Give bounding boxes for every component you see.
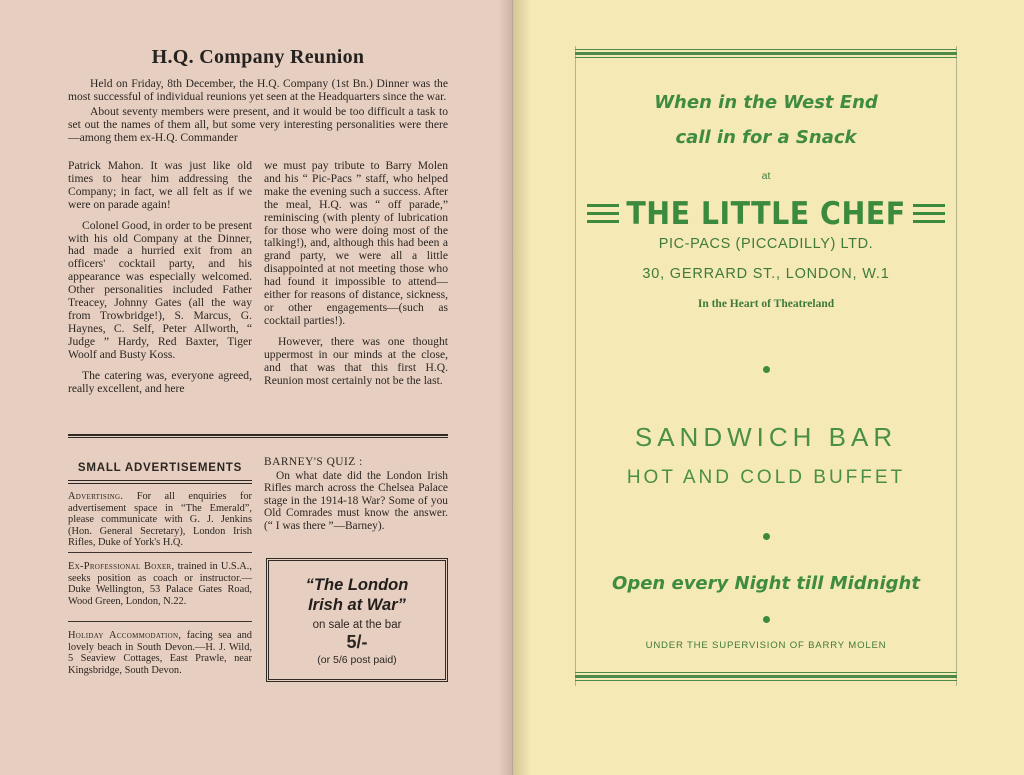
- small-ad-boxer: [68, 561, 252, 607]
- small-ads-heading-rule: [68, 480, 252, 484]
- article-paragraph: Colonel Good, in order to be present with his old Company at the Dinner, had made a hurried exit from an officers' cocktail party, and his appearance was especially welcomed. Other personalities included Father Treacey, Johnny Gates (all the way from Trowbridge!), S. Marcus, G. Haynes, C. Self, Peter Allworth, “ Judge ” Hardy, Red Baxter, Tiger Woolf and Busty Koss.: [68, 218, 252, 361]
- ad-divider: [68, 621, 252, 622]
- opening-hours: Open every Night till Midnight: [612, 573, 920, 594]
- small-ad-text: For all enquiries for advertisement space in “The Emerald”, please communicate with G. J. Jenkins (Hon. General Secretary), London Irish Rifles, Duke of York's H.Q.: [68, 491, 252, 549]
- book-title-line1: “The London: [305, 576, 409, 594]
- quiz-body: On what date did the London Irish Rifles march across the Chelsea Palace stage in the 1914-18 War? Some of you Old Comrades must know the answer. (“ I was there ”—Barney).: [264, 469, 448, 532]
- article-paragraph: we must pay tribute to Barry Molen and his “ Pic-Pacs ” staff, who helped make the evening such a success. After the meal, H.Q. was “ off parade,” reminiscing (with plenty of lubrication for those who were doing most of the talking!), and, although this had been a grand party, we were all a little disappointed at not meeting those who had found it impossible to attend—either for reasons of distance, sickness, or other engagements—(such as cocktail parties!).: [264, 159, 448, 327]
- article-column-left: [68, 160, 252, 403]
- small-ad-holiday: [68, 630, 252, 676]
- supervision-text: UNDER THE SUPERVISION OF BARRY MOLEN: [645, 640, 887, 651]
- sandwich-bar-text: SANDWICH BAR: [634, 422, 898, 452]
- right-page: [513, 0, 1024, 775]
- article-paragraph: However, there was one thought uppermost in our minds at the close, and that was that this first H.Q. Reunion most certainly not be the last.: [264, 334, 448, 387]
- advert-headline-2: call in for a Snack: [675, 127, 857, 148]
- restaurant-address: 30, GERRARD ST., LONDON, W.1: [642, 266, 890, 282]
- restaurant-tagline: In the Heart of Theatreland: [697, 298, 835, 310]
- advert-headline-1: When in the West End: [654, 92, 878, 113]
- buffet-text: HOT AND COLD BUFFET: [626, 467, 906, 488]
- article-paragraph: About seventy members were present, and it would be too difficult a task to set out the names of them all, but some very interesting personalities were there—among them ex-H.Q. Commander: [68, 104, 448, 144]
- frame-top-rule: [575, 49, 957, 59]
- page-gutter-shadow: [513, 0, 531, 775]
- article-paragraph: The catering was, everyone agreed, really excellent, and here: [68, 368, 252, 395]
- book-sale-text: on sale at the bar: [312, 619, 402, 631]
- bullet-dot-icon: [763, 616, 770, 623]
- bullet-dot-icon: [763, 533, 770, 540]
- restaurant-name-row: [575, 196, 957, 236]
- article-lead: [68, 78, 448, 147]
- book-title-line2: Irish at War”: [308, 596, 406, 614]
- page-gutter-shadow: [498, 0, 512, 775]
- company-name: PIC-PACS (PICCADILLY) LTD.: [658, 236, 874, 252]
- small-ad-lead: Advertising.: [68, 491, 124, 502]
- small-ads-heading: SMALL ADVERTISEMENTS: [77, 462, 243, 474]
- barneys-quiz: [264, 456, 448, 533]
- book-advert-box: [266, 558, 448, 682]
- restaurant-name: THE LITTLE CHEF: [626, 196, 906, 232]
- article-column-right: [264, 160, 448, 395]
- book-price: 5/-: [346, 632, 368, 652]
- article-title: H.Q. Company Reunion: [151, 46, 365, 68]
- decorative-dashes-right: [913, 204, 945, 228]
- small-ad-advertising: [68, 491, 252, 549]
- article-paragraph: Patrick Mahon. It was just like old times to hear him addressing the Company; in fact, we all felt as if we were on parade again!: [68, 159, 252, 211]
- advert-at: at: [761, 170, 771, 182]
- quiz-title: BARNEY'S QUIZ :: [264, 456, 363, 468]
- article-paragraph: Held on Friday, 8th December, the H.Q. Company (1st Bn.) Dinner was the most successful of individual reunions yet seen at the Headquarters since the war.: [68, 77, 448, 103]
- small-ad-text: trained in U.S.A., seeks position as coach or instructor.—Duke Wellington, 53 Palace Gates Road, Wood Green, London, N.22.: [68, 561, 253, 607]
- small-ad-lead: Holiday Accommodation,: [68, 630, 182, 641]
- ad-divider: [68, 552, 252, 553]
- small-ad-text: facing sea and lovely beach in South Devon.—H. J. Wild, 5 Seaview Cottages, East Prawle, near Kingsbridge, South Devon.: [68, 630, 252, 676]
- frame-bottom-rule: [575, 672, 957, 682]
- section-divider: [68, 434, 448, 438]
- book-postage: (or 5/6 post paid): [317, 654, 397, 666]
- bullet-dot-icon: [763, 366, 770, 373]
- small-ad-lead: Ex-Professional Boxer,: [68, 561, 175, 572]
